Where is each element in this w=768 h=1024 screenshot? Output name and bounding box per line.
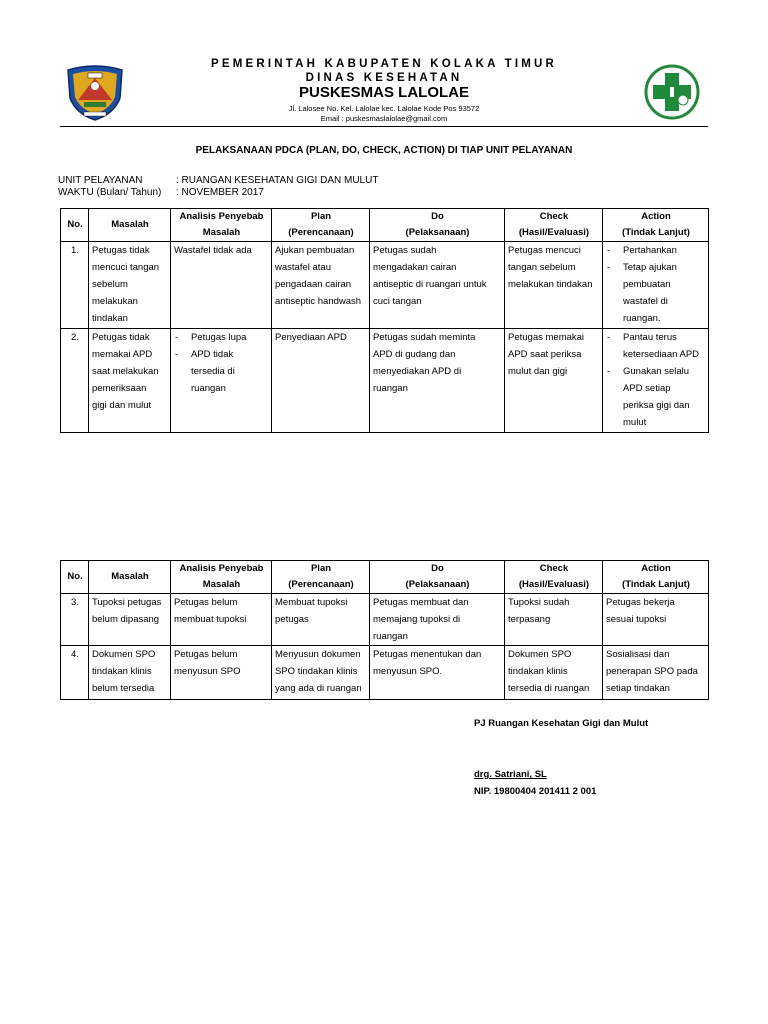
table-row bbox=[61, 594, 709, 646]
col-header-no: No. bbox=[61, 561, 89, 594]
cell-plan: Penyediaan APD bbox=[272, 329, 370, 433]
meta-waktu-label: WAKTU (Bulan/ Tahun) bbox=[58, 187, 162, 198]
cell-action bbox=[603, 329, 709, 433]
cell-check: Dokumen SPO tindakan klinis tersedia di ruangan bbox=[505, 646, 603, 700]
col-header-masalah: Masalah bbox=[89, 209, 171, 242]
meta-waktu-value: : NOVEMBER 2017 bbox=[176, 187, 264, 198]
cell-check: Petugas memakai APD saat periksa mulut dan gigi bbox=[505, 329, 603, 433]
cell-no: 3. bbox=[61, 594, 89, 646]
cell-action bbox=[603, 242, 709, 329]
meta-unit-value: : RUANGAN KESEHATAN GIGI DAN MULUT bbox=[176, 175, 379, 186]
action-item: - Gunakan selalu APD setiap periksa gigi dan mulut bbox=[607, 366, 690, 428]
col-header-plan: Plan (Perencanaan) bbox=[272, 209, 370, 242]
signature-role: PJ Ruangan Kesehatan Gigi dan Mulut bbox=[474, 718, 649, 729]
col-header-action: Action (Tindak Lanjut) bbox=[603, 561, 709, 594]
cell-analisis bbox=[171, 329, 272, 433]
cell-masalah: Petugas tidak mencuci tangan sebelum melakukan tindakan bbox=[89, 242, 171, 329]
signature-name: drg. Satriani, SL bbox=[474, 769, 547, 780]
cell-do: Petugas membuat dan memajang tupoksi di ruangan bbox=[370, 594, 505, 646]
meta-unit-label: UNIT PELAYANAN bbox=[58, 175, 143, 186]
cell-action: Sosialisasi dan penerapan SPO pada setiap tindakan bbox=[603, 646, 709, 700]
pdca-table-2 bbox=[60, 560, 709, 700]
cell-no: 2. bbox=[61, 329, 89, 433]
analisis-item: - Petugas lupa bbox=[175, 332, 247, 343]
analisis-item: - APD tidak tersedia di ruangan bbox=[175, 349, 235, 394]
signature-nip: NIP. 19800404 201411 2 001 bbox=[474, 786, 597, 797]
cell-plan: Ajukan pembuatan wastafel atau pengadaan cairan antiseptic handwash bbox=[272, 242, 370, 329]
cell-no: 4. bbox=[61, 646, 89, 700]
col-header-masalah: Masalah bbox=[89, 561, 171, 594]
table-row bbox=[61, 646, 709, 700]
meta-unit bbox=[58, 175, 378, 186]
action-item: - Pertahankan bbox=[607, 245, 677, 256]
col-header-analisis: Analisis Penyebab Masalah bbox=[171, 209, 272, 242]
table-row bbox=[61, 329, 709, 433]
header-institution: PUSKESMAS LALOLAE bbox=[298, 84, 469, 101]
cell-do: Petugas sudah mengadakan cairan antiseptic di ruangan untuk cuci tangan bbox=[370, 242, 505, 329]
header-department: DINAS KESEHATAN bbox=[305, 72, 463, 84]
cell-check: Petugas mencuci tangan sebelum melakukan tindakan bbox=[505, 242, 603, 329]
cell-masalah: Dokumen SPO tindakan klinis belum tersedia bbox=[89, 646, 171, 700]
cell-plan: Menyusun dokumen SPO tindakan klinis yang ada di ruangan bbox=[272, 646, 370, 700]
cell-do: Petugas sudah meminta APD di gudang dan menyediakan APD di ruangan bbox=[370, 329, 505, 433]
col-header-check: Check (Hasil/Evaluasi) bbox=[505, 561, 603, 594]
cell-check: Tupoksi sudah terpasang bbox=[505, 594, 603, 646]
cell-do: Petugas menentukan dan menyusun SPO. bbox=[370, 646, 505, 700]
pdca-table-1 bbox=[60, 208, 709, 433]
cell-analisis: Petugas belum menyusun SPO bbox=[171, 646, 272, 700]
col-header-do: Do (Pelaksanaan) bbox=[370, 209, 505, 242]
cell-analisis: Wastafel tidak ada bbox=[171, 242, 272, 329]
col-header-check: Check (Hasil/Evaluasi) bbox=[505, 209, 603, 242]
col-header-action: Action (Tindak Lanjut) bbox=[603, 209, 709, 242]
header-government: PEMERINTAH KABUPATEN KOLAKA TIMUR bbox=[210, 58, 558, 70]
action-item: - Tetap ajukan pembuatan wastafel di ruangan. bbox=[607, 262, 677, 324]
table-header-row bbox=[61, 209, 709, 242]
action-item: - Pantau terus ketersediaan APD bbox=[607, 332, 700, 360]
col-header-no: No. bbox=[61, 209, 89, 242]
table-row bbox=[61, 242, 709, 329]
cell-masalah: Tupoksi petugas belum dipasang bbox=[89, 594, 171, 646]
table-header-row bbox=[61, 561, 709, 594]
header-email: Email : puskesmaslalolae@gmail.com bbox=[320, 114, 448, 123]
col-header-do: Do (Pelaksanaan) bbox=[370, 561, 505, 594]
cell-masalah: Petugas tidak memakai APD saat melakukan pemeriksaan gigi dan mulut bbox=[89, 329, 171, 433]
document-title: PELAKSANAAN PDCA (PLAN, DO, CHECK, ACTION) DI TIAP UNIT PELAYANAN bbox=[195, 145, 573, 156]
cell-no: 1. bbox=[61, 242, 89, 329]
header-divider bbox=[60, 126, 708, 127]
cell-plan: Membuat tupoksi petugas bbox=[272, 594, 370, 646]
col-header-analisis: Analisis Penyebab Masalah bbox=[171, 561, 272, 594]
cell-action: Petugas bekerja sesuai tupoksi bbox=[603, 594, 709, 646]
meta-waktu bbox=[58, 187, 264, 198]
cell-analisis: Petugas belum membuat tupoksi bbox=[171, 594, 272, 646]
col-header-plan: Plan (Perencanaan) bbox=[272, 561, 370, 594]
header-address: Jl. Lalosee No. Kel. Lalolae kec. Lalolae Kode Pos 93572 bbox=[288, 104, 480, 113]
